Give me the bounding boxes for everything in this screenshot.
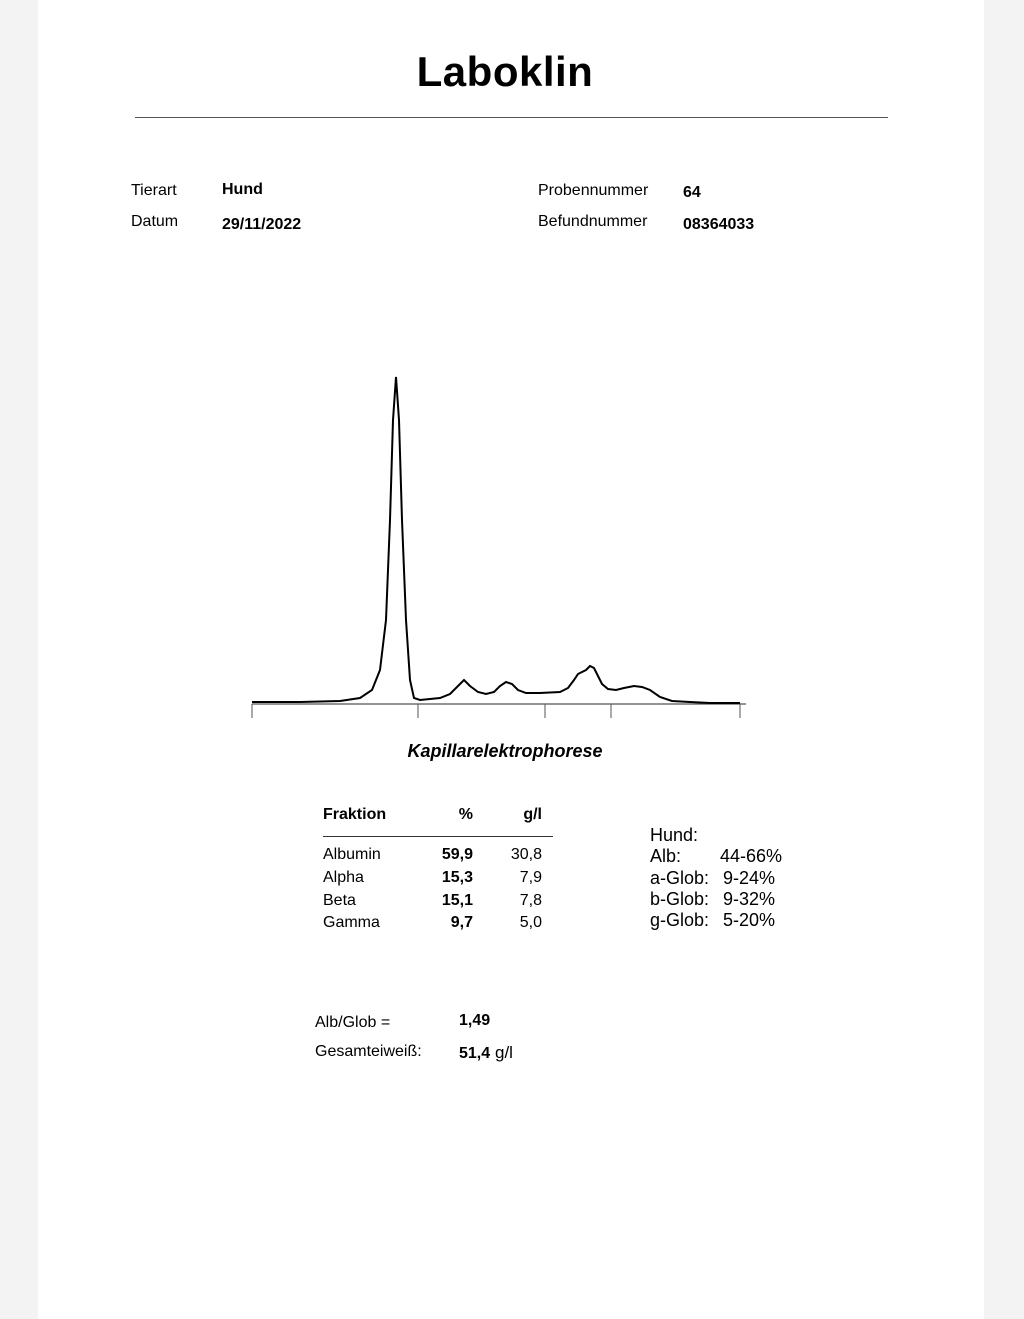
table-header-gl: g/l	[523, 806, 542, 823]
reference-range: 9-32%	[723, 889, 776, 909]
fraction-name: Albumin	[323, 846, 381, 863]
sample-number-label: Probennummer	[538, 182, 649, 199]
fraction-gl: 7,8	[519, 892, 542, 909]
reference-range: 9-24%	[723, 868, 776, 888]
report-number-value: 08364033	[683, 216, 755, 233]
total-protein-label: Gesamteiweiß:	[315, 1043, 422, 1060]
fraction-percent: 9,7	[450, 914, 473, 931]
chart-caption: Kapillarelektrophorese	[407, 741, 603, 761]
table-header-fraction: Fraktion	[323, 806, 387, 823]
species-label: Tierart	[131, 182, 177, 199]
fraction-name: Gamma	[323, 914, 380, 931]
report-number-label: Befundnummer	[538, 213, 648, 230]
fraction-name: Beta	[323, 892, 356, 909]
page-title: Laboklin	[416, 48, 594, 95]
reference-label: a-Glob:	[650, 868, 710, 888]
date-value: 29/11/2022	[222, 216, 302, 233]
fraction-gl: 7,9	[519, 869, 542, 886]
species-value: Hund	[222, 181, 263, 198]
fraction-gl: 30,8	[510, 846, 542, 863]
sample-number-value: 64	[683, 184, 701, 201]
electropherogram-curve	[252, 377, 740, 703]
reference-label: g-Glob:	[650, 910, 710, 930]
reference-label: b-Glob:	[650, 889, 710, 909]
reference-range: 44-66%	[720, 846, 783, 866]
alb-glob-ratio-label: Alb/Glob =	[315, 1014, 391, 1031]
date-label: Datum	[131, 213, 179, 230]
fraction-percent: 59,9	[441, 846, 473, 863]
table-header-divider	[323, 836, 553, 837]
table-header-percent: %	[458, 806, 473, 823]
reference-range: 5-20%	[723, 910, 776, 930]
reference-label: Alb:	[650, 846, 682, 866]
reference-heading: Hund:	[650, 825, 699, 845]
total-protein-value: 51,4	[459, 1045, 491, 1062]
total-protein-unit: g/l	[495, 1043, 513, 1062]
fraction-percent: 15,3	[441, 869, 473, 886]
fraction-percent: 15,1	[441, 892, 473, 909]
alb-glob-ratio-value: 1,49	[459, 1012, 491, 1029]
fraction-gl: 5,0	[519, 914, 542, 931]
fraction-name: Alpha	[323, 869, 364, 886]
